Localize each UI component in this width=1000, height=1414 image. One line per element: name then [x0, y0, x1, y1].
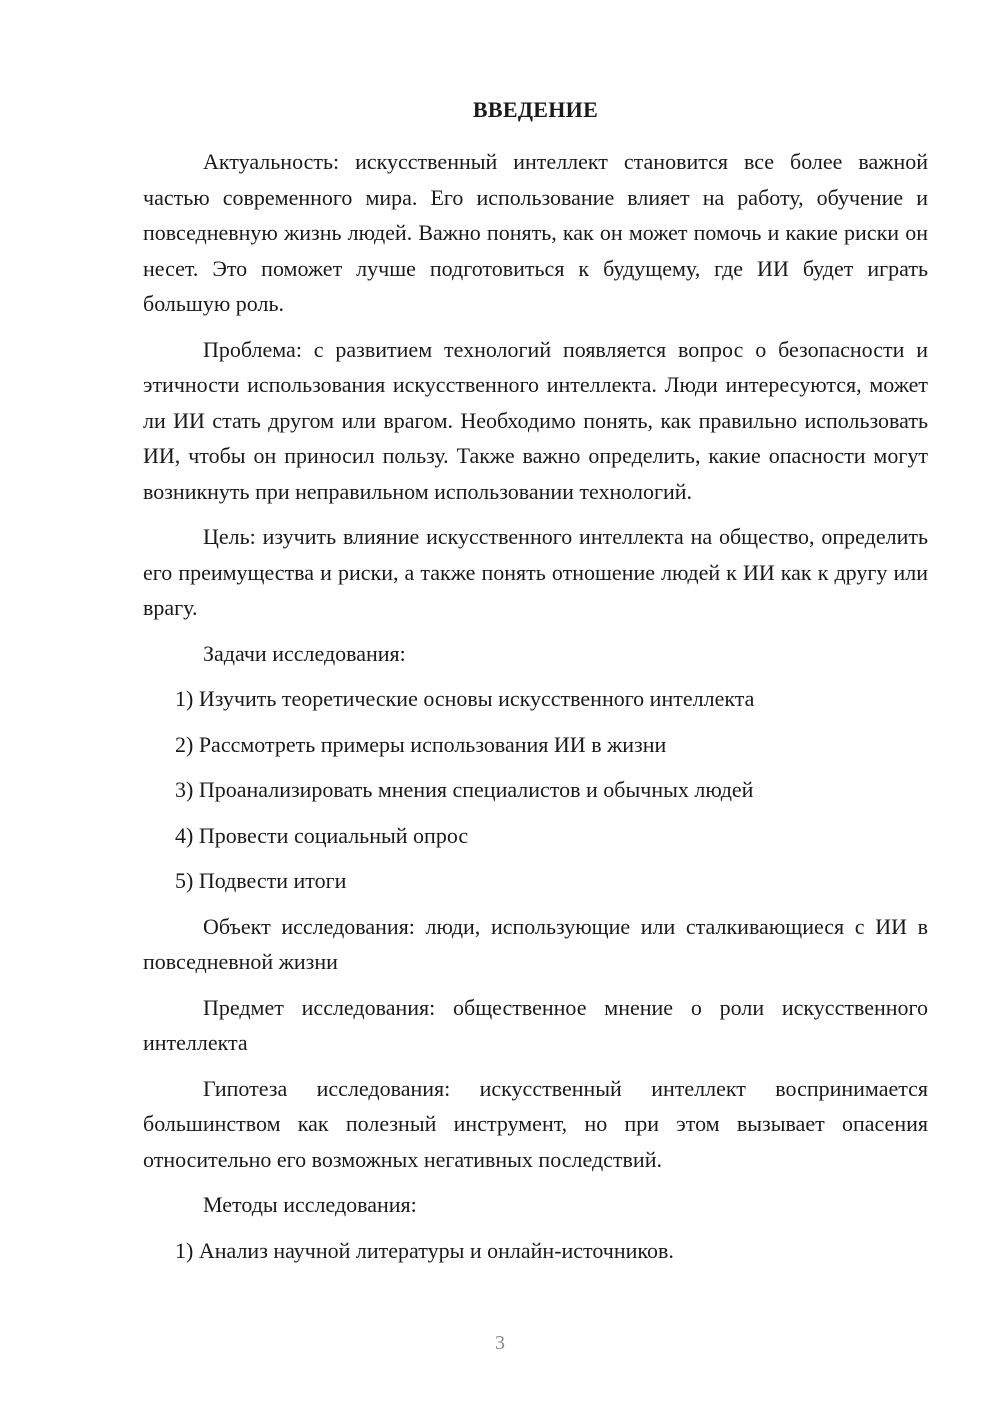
hypothesis-paragraph: Гипотеза исследования: искусственный интеллект воспринимается большинством как полезный инструмент, но при этом вызывает опасения относительно его возможных негативных последствий. — [143, 1075, 928, 1172]
object-paragraph: Объект исследования: люди, использующие или сталкивающиеся с ИИ в повседневной жизни — [143, 913, 928, 974]
list-item: 2) Рассмотреть примеры использования ИИ в жизни — [175, 731, 667, 757]
list-item: 5) Подвести итоги — [175, 868, 347, 893]
goal-paragraph: Цель: изучить влияние искусственного интеллекта на общество, определить его преимущества и риски, а также понять отношение людей к ИИ как к другу или врагу. — [143, 524, 928, 620]
tasks-list — [143, 681, 928, 899]
tasks-heading: Задачи исследования: — [203, 640, 406, 666]
list-item: 3) Проанализировать мнения специалистов и обычных людей — [175, 777, 754, 802]
list-item: 1) Изучить теоретические основы искусственного интеллекта — [175, 686, 755, 711]
page-number: 3 — [495, 1332, 505, 1354]
page-content — [143, 92, 928, 1278]
list-item: 1) Анализ научной литературы и онлайн-источников. — [175, 1237, 674, 1263]
methods-heading: Методы исследования: — [203, 1192, 417, 1217]
subject-paragraph: Предмет исследования: общественное мнение о роли искусственного интеллекта — [143, 994, 928, 1055]
problem-paragraph: Проблема: с развитием технологий появляется вопрос о безопасности и этичности использования искусственного интеллекта. Люди интересуются, может ли ИИ стать другом или врагом. Необходимо понять, как правильно использовать ИИ, чтобы он приносил пользу. Также важно определить, какие опасности могут возникнуть при неправильном использовании технологий. — [143, 336, 928, 504]
methods-list — [143, 1233, 928, 1269]
list-item: 4) Провести социальный опрос — [175, 822, 469, 848]
page-title: ВВЕДЕНИЕ — [472, 97, 599, 122]
relevance-paragraph: Актуальность: искусственный интеллект становится все более важной частью современного мира. Его использование влияет на работу, обучение и повседневную жизнь людей. Важно понять, как он может помочь и какие риски он несет. Это поможет лучше подготовиться к будущему, где ИИ будет играть большую роль. — [143, 149, 928, 316]
